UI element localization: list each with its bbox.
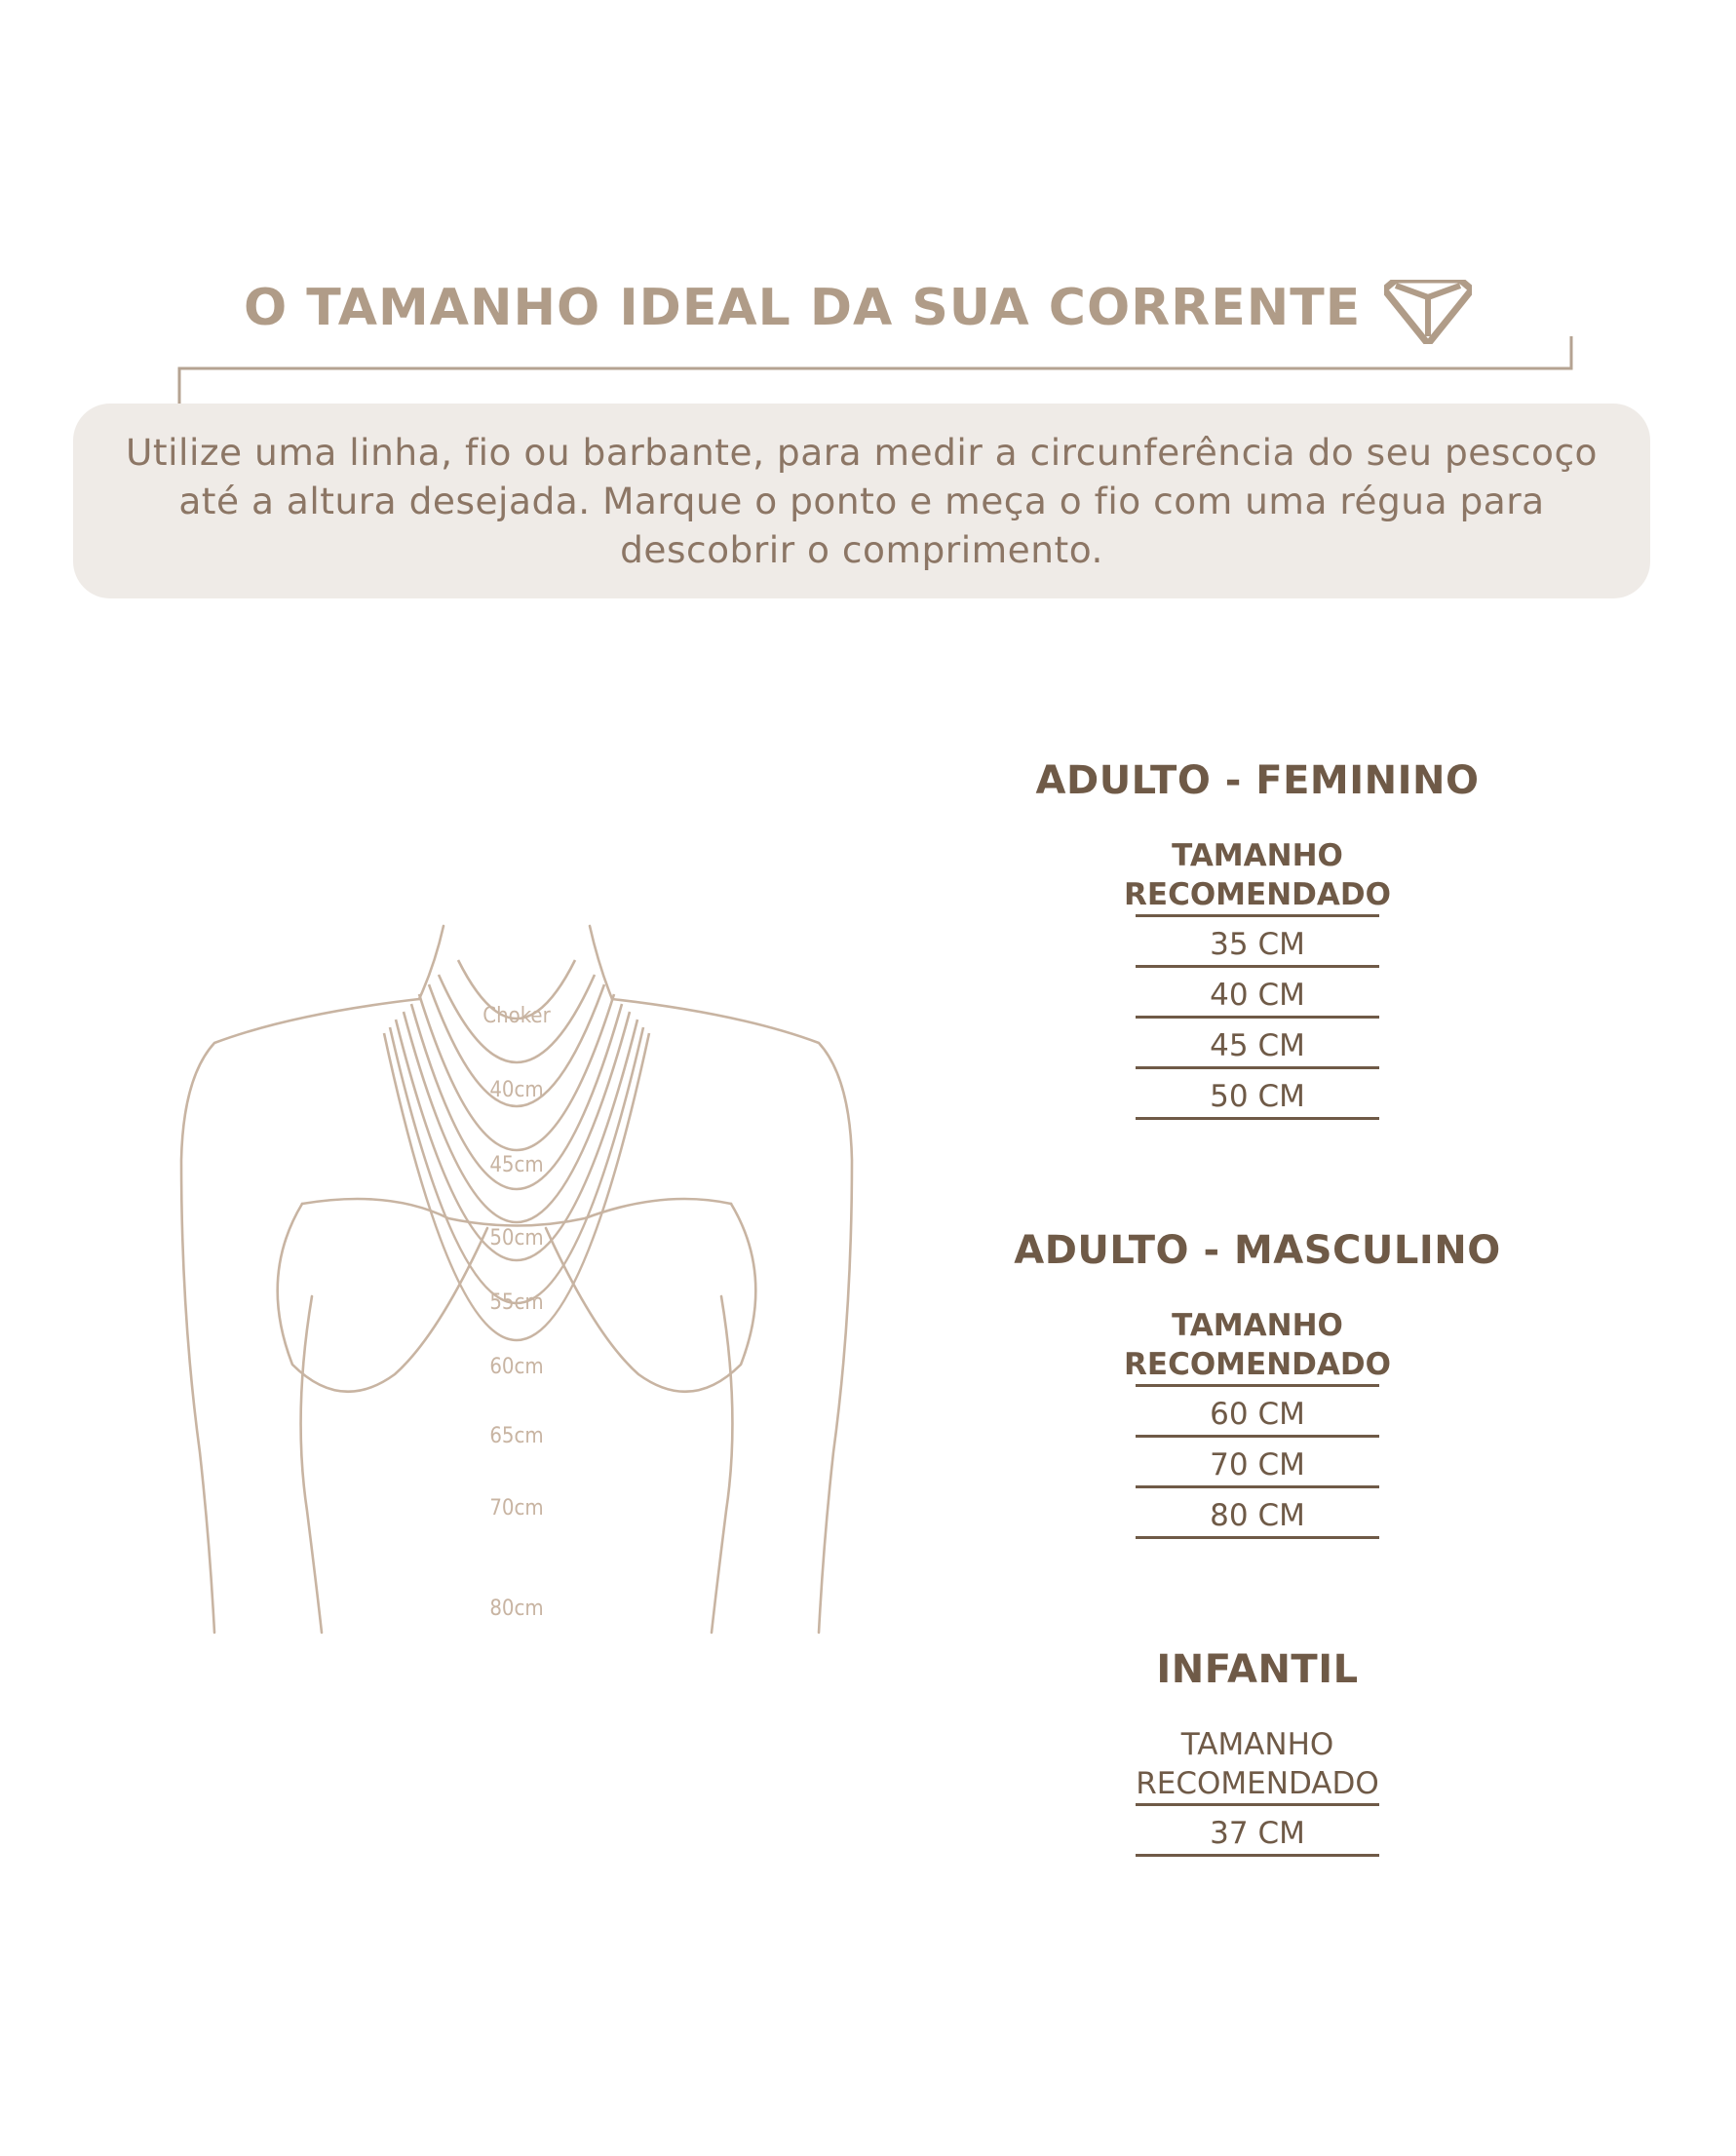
size-row: 70 CM	[1136, 1438, 1379, 1488]
size-row: 60 CM	[1136, 1387, 1379, 1438]
section-feminino	[965, 758, 1550, 1120]
size-row: 37 CM	[1136, 1806, 1379, 1857]
size-row: 40 CM	[1136, 968, 1379, 1019]
size-table	[1136, 1384, 1379, 1539]
size-header: TAMANHO RECOMENDADO	[1124, 1308, 1391, 1382]
size-header: TAMANHO RECOMENDADO	[1124, 838, 1391, 912]
size-row: 35 CM	[1136, 917, 1379, 968]
page-title: O TAMANHO IDEAL DA SUA CORRENTE	[244, 279, 1362, 337]
section-title: INFANTIL	[1156, 1647, 1359, 1692]
section-title: ADULTO - MASCULINO	[1014, 1228, 1501, 1273]
chain-label-55: 55cm	[489, 1290, 544, 1315]
size-row: 45 CM	[1136, 1019, 1379, 1069]
size-table	[1136, 1803, 1379, 1857]
instructions-box	[73, 404, 1650, 598]
size-table	[1136, 914, 1379, 1120]
chain-label-60: 60cm	[489, 1355, 544, 1379]
section-title: ADULTO - FEMININO	[1035, 758, 1480, 803]
title-frame	[0, 0, 1736, 429]
section-masculino	[965, 1228, 1550, 1539]
chain-label-choker: Choker	[482, 1004, 551, 1028]
chain-label-65: 65cm	[489, 1424, 544, 1448]
chain-label-70: 70cm	[489, 1496, 544, 1521]
chain-label-80: 80cm	[489, 1597, 544, 1621]
size-header: TAMANHO RECOMENDADO	[1136, 1727, 1379, 1801]
instructions-text: Utilize uma linha, fio ou barbante, para medir a circunferência do seu pescoço até a altura desejada. Marque o ponto e meça o fio com uma régua para descobrir o comprimento.	[125, 431, 1599, 571]
chain-label-45: 45cm	[489, 1153, 544, 1177]
necklace-size-illustration	[146, 906, 887, 1647]
size-row: 80 CM	[1136, 1488, 1379, 1539]
section-infantil	[965, 1647, 1550, 1857]
chain-label-50: 50cm	[489, 1226, 544, 1251]
chain-label-40: 40cm	[489, 1078, 544, 1102]
size-row: 50 CM	[1136, 1069, 1379, 1120]
